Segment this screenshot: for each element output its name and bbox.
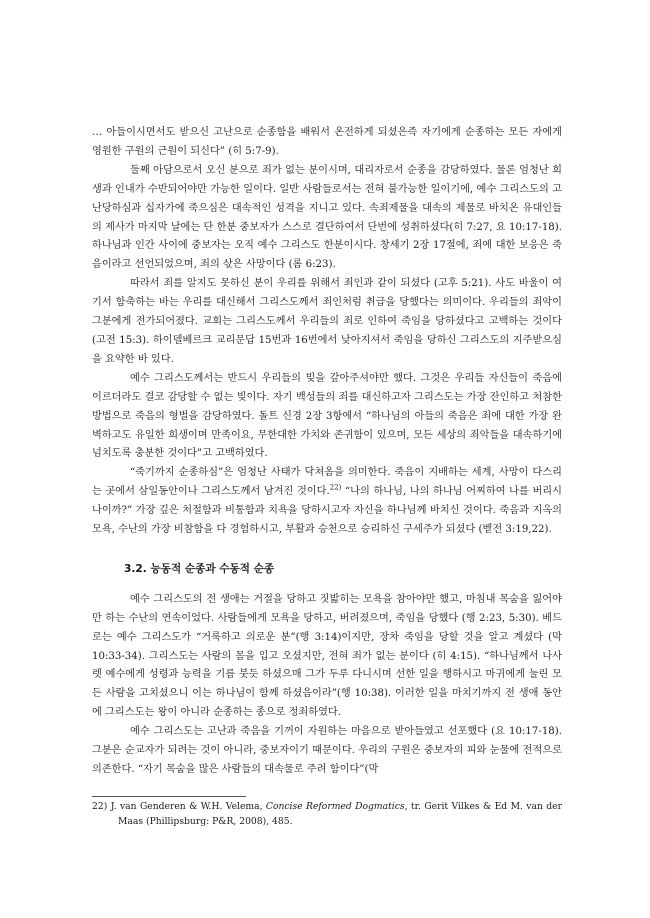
footnote-citation: , tr. Gerit Vilkes & Ed M. van der Maas (Phillipsburg: P&R, 2008), 485. bbox=[118, 801, 562, 827]
footnote-ref[interactable]: 22) bbox=[329, 483, 342, 492]
body-text bbox=[92, 124, 562, 780]
section-heading: 3.2. 능동적 순종과 수동적 순종 bbox=[124, 562, 275, 575]
footnote-number: 22) bbox=[92, 801, 108, 812]
paragraph: 따라서 죄를 알지도 못하신 분이 우리를 위해서 죄인과 같이 되셨다 (고후 5:21). 사도 바울이 여기서 함축하는 바는 우리를 대신해서 그리스도께서 죄인처럼 취급을 당했다는 의미이다. 우리들의 죄악이 그분에게 전가되어졌다. 교회는 그리스도께서 우리들의 죄로 인하여 죽임을 당하셨다고 고백하는 것이다 (고전 15:3). 하이델베르크 교리문답 15번과 16번에서 낮아지셔서 죽임을 당하신 그리스도의 지주받으심을 요약한 바 있다. bbox=[92, 278, 562, 365]
paragraph: 둘째 아담으로서 오신 분으로 죄가 없는 분이시며, 대리자로서 순종을 감당하였다. 물론 엄청난 희생과 인내가 수반되어야만 가능한 일이다. 일반 사람들로서는 전혀 불가능한 일이기에, 예수 그리스도의 고난당하심과 십자가에 죽으심은 대속적인 성격을 지니고 있다. 속죄제물을 대속의 제물로 바치온 유대인들의 제사가 마지막 날에는 단 한분 중보자가 스스로 결단하여서 단번에 성취하셨다(히 7:27, 요 10:17-18). 하나님과 인간 사이에 중보자는 오직 예수 그리스도 한분이시다. 창세기 2장 17절에, 죄에 대한 보응은 죽음이라고 선언되었으며, 죄의 삯은 사망이다 (롬 6:23). bbox=[92, 164, 562, 271]
paragraph: 예수 그리스도는 고난과 죽음을 기꺼이 자원하는 마음으로 받아들였고 선포했다 (요 10:17-18). 그분은 순교자가 되려는 것이 아니라, 중보자이기 때문이다. 우리의 구원은 중보자의 피와 눈물에 전적으로 의존한다. “자기 목숨을 많은 사람들의 대속물로 주려 함이다”(막 bbox=[92, 726, 562, 775]
paragraph-text: “나의 하나님, 나의 하나님 어찌하여 나를 버리시나이까?” 가장 깊은 처절함과 비통함과 치욕을 당하시고자 자신을 하나님께 바치신 것이다. 죽음과 지옥의 모욕, 수난의 가장 비참함을 다 경험하시고, 부활과 승천으로 승리하신 구세주가 되셨다 (벧전 3:19,22). bbox=[92, 486, 562, 536]
paragraph: … 아들이시면서도 받으신 고난으로 순종함을 배워서 온전하게 되셨은즉 자기에게 순종하는 모든 자에게 영원한 구원의 근원이 되신다” (히 5:7-9). bbox=[92, 127, 562, 157]
footnote-book-title: Concise Reformed Dogmatics bbox=[265, 801, 405, 812]
paragraph-text: “죽기까지 순종하심”은 엄청난 사태가 닥쳐옴을 의미한다. 죽음이 지배하는 세계, 사망이 다스리는 곳에서 삼일동안이나 그리스도께서 남겨진 것이다. bbox=[92, 467, 562, 498]
footnote bbox=[92, 800, 562, 830]
paragraph bbox=[92, 464, 562, 540]
paragraph: 예수 그리스도께서는 반드시 우리들의 빚을 갚아주셔야만 했다. 그것은 우리들 자신들이 죽음에 이르더라도 결코 감당할 수 없는 빚이다. 자기 백성들의 죄를 대신하고자 그리스도는 가장 잔인하고 처참한 방법으로 죽음의 형벌을 감당하였다. 돌트 신경 2장 3항에서 “하나님의 아들의 죽음은 죄에 대한 가장 완벽하고도 유일한 희생이며 만족이요, 무한대한 가치와 존귀함이 있으며, 모든 세상의 죄악들을 대속하기에 넘치도록 충분한 것이다”고 고백하였다. bbox=[92, 372, 562, 460]
footnote-divider bbox=[92, 796, 246, 797]
footnote-authors: J. van Genderen & W.H. Velema, bbox=[110, 801, 263, 812]
paragraph: 예수 그리스도의 전 생애는 거절을 당하고 짓밟히는 모욕을 참아야만 했고, 마침내 목숨을 잃어야만 하는 수난의 연속이었다. 사람들에게 모욕을 당하고, 버려졌으며, 죽임을 당했다 (행 2:23, 5:30). 베드로는 예수 그리스도가 “거룩하고 의로운 분”(행 3:14)이지만, 장차 죽임을 당할 것을 알고 계셨다 (막 10:33-34). 그리스도는 사람의 몸을 입고 오셨지만, 전혀 죄가 없는 분이다 (히 4:15). “하나님께서 나사렛 예수에게 성령과 능력을 기름 붓듯 하셨으매 그가 두루 다니시며 선한 일을 행하시고 마귀에게 눌린 모든 사람을 고치셨으니 이는 하나님이 함께 하셨음이라”(행 10:38). 이러한 일을 마치기까지 전 생애 동안에 그리스도는 왕이 아니라 순종하는 종으로 정죄하였다. bbox=[92, 593, 562, 719]
